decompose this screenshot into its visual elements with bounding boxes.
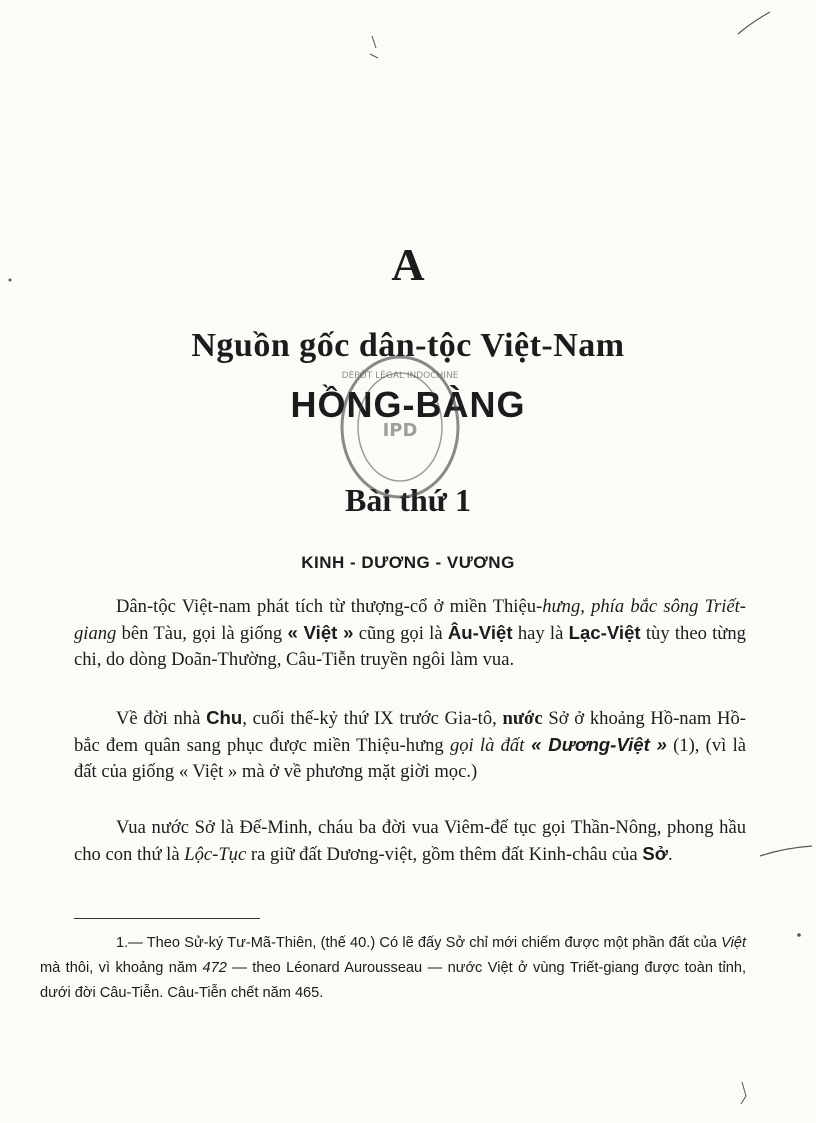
stamp-outer-text: DÉPÔT LÉGAL INDOCHINE bbox=[341, 371, 459, 381]
king-title: KINH - DƯƠNG - VƯƠNG bbox=[301, 553, 515, 572]
stamp-center-text: IPD bbox=[382, 420, 418, 441]
right-margin-dot bbox=[797, 933, 801, 937]
part-title: Nguồn gốc dân-tộc Việt-Nam bbox=[191, 327, 625, 364]
paragraph-3: Vua nước Sở là Đế-Minh, cháu ba đời vua Viêm-đế tục gọi Thần-Nông, phong hầu cho con thứ là Lộc-Tục ra giữ đất Dương-việt, gồm thêm đất Kinh-châu của Sở. bbox=[74, 817, 746, 865]
lesson-title: Bài thứ 1 bbox=[345, 482, 471, 518]
section-letter: A bbox=[391, 239, 425, 290]
footnote: 1.— Theo Sử-ký Tư-Mã-Thiên, (thế 40.) Có lẽ đấy Sở chỉ mới chiếm được một phần đất của Việt mà thôi, vì khoảng năm 472 — theo Léonard Aurousseau — nước Việt ở vùng Triết-giang được toàn tỉnh, dưới đời Câu-Tiễn. Câu-Tiễn chết năm 465. bbox=[40, 935, 746, 1001]
paragraph-1: Dân-tộc Việt-nam phát tích từ thượng-cổ ở miền Thiệu-hưng, phía bắc sông Triết-giang bên Tàu, gọi là giống « Việt » cũng gọi là Âu-Việt hay là Lạc-Việt tùy theo từng chi, do dòng Doãn-Thường, Câu-Tiễn truyền ngôi làm vua. bbox=[74, 596, 746, 670]
library-stamp bbox=[330, 352, 470, 502]
dynasty-title: HỒNG-BÀNG bbox=[290, 384, 526, 425]
paragraph-2: Về đời nhà Chu, cuối thế-kỷ thứ IX trước Gia-tô, nước Sở ở khoảng Hồ-nam Hồ-bắc đem quân sang phục được miền Thiệu-hưng gọi là đất « Dương-Việt » (1), (vì là đất của giống « Việt » mà ở về phương mặt giời mọc.) bbox=[74, 707, 746, 782]
right-margin-pen-stroke bbox=[760, 846, 812, 856]
footnote-divider bbox=[74, 918, 260, 919]
top-center-smudge bbox=[370, 36, 378, 58]
bottom-right-pen-stroke bbox=[741, 1082, 746, 1104]
top-right-pen-stroke bbox=[738, 12, 770, 34]
